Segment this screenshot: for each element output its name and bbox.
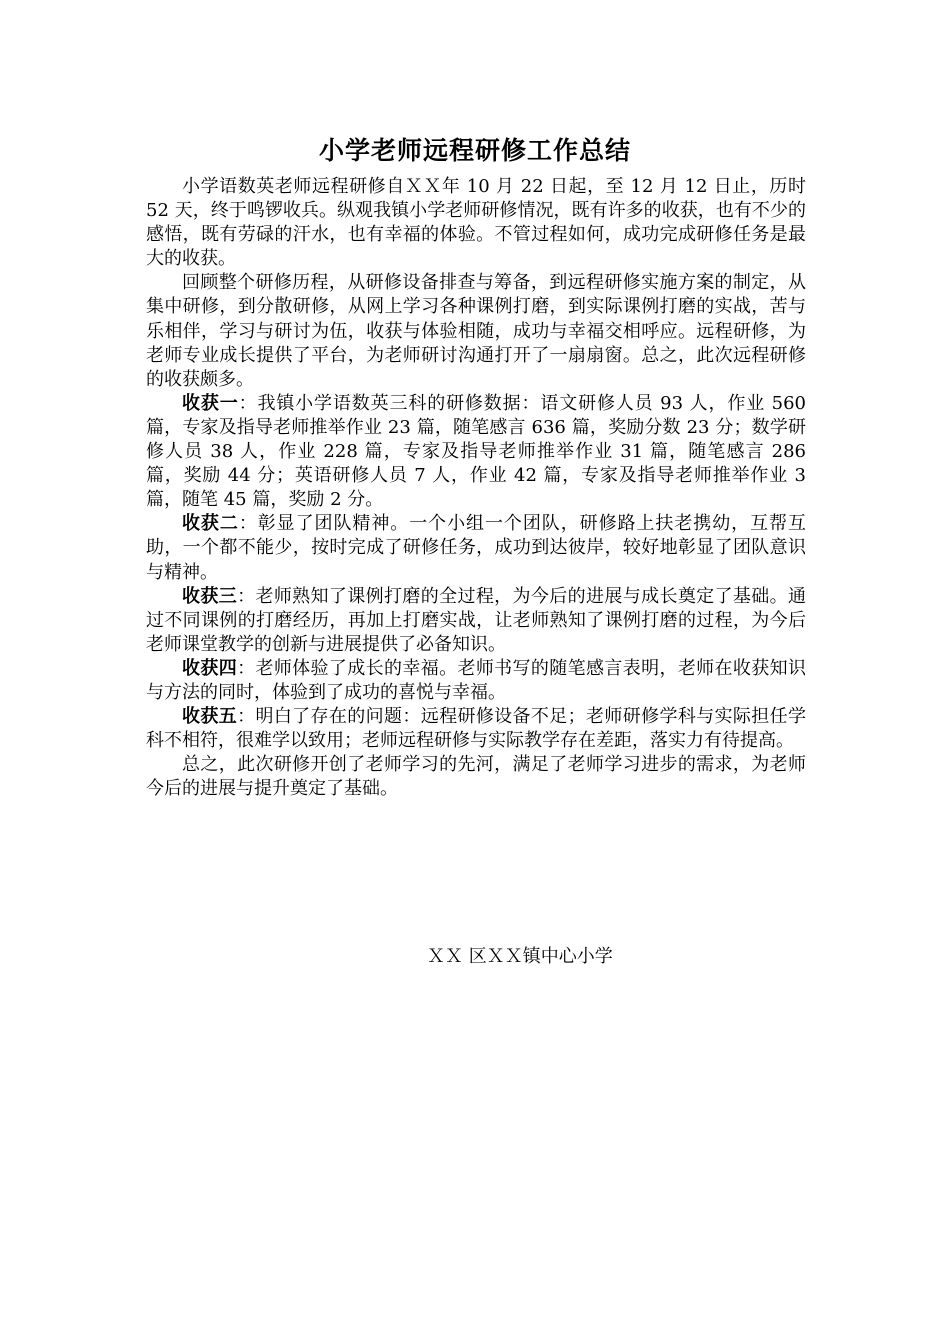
- document-body: [146, 175, 806, 801]
- gain-paragraph-5: [146, 705, 806, 753]
- document-title: 小学老师远程研修工作总结: [318, 136, 631, 165]
- gain-label: 收获四: [182, 657, 238, 679]
- gain-text: ：彰显了团队精神。一个小组一个团队，研修路上扶老携幼，互帮互助，一个都不能少，按时完成了研修任务，成功到达彼岸，较好地彰显了团队意识与精神。: [146, 513, 806, 583]
- gain-text: ：明白了存在的问题：远程研修设备不足；老师研修学科与实际担任学科不相符，很难学以致用；老师远程研修与实际教学存在差距，落实力有待提高。: [146, 706, 806, 752]
- gain-label: 收获一: [182, 392, 239, 414]
- gain-text: ：老师体验了成长的幸福。老师书写的随笔感言表明，老师在收获知识与方法的同时，体验到了成功的喜悦与幸福。: [146, 657, 806, 703]
- gain-label: 收获五: [182, 706, 238, 728]
- gain-paragraph-3: [146, 585, 806, 657]
- intro-paragraph: 小学语数英老师远程研修自ＸＸ年 10 月 22 日起，至 12 月 12 日止，历时 52 天，终于鸣锣收兵。纵观我镇小学老师研修情况，既有许多的收获，也有不少的感悟，既有劳碌的汗水，也有幸福的体验。不管过程如何，成功完成研修任务是最大的收获。: [146, 176, 806, 270]
- gain-label: 收获三: [182, 585, 238, 607]
- gain-paragraph-2: [146, 512, 806, 584]
- review-paragraph: 回顾整个研修历程，从研修设备排查与筹备，到远程研修实施方案的制定，从集中研修，到分散研修，从网上学习各种课例打磨，到实际课例打磨的实战，苦与乐相伴，学习与研讨为伍，收获与体验相随，成功与幸福交相呼应。远程研修，为老师专业成长提供了平台，为老师研讨沟通打开了一扇扇窗。总之，此次远程研修的收获颇多。: [146, 272, 806, 390]
- signature: ＸＸ 区ＸＸ镇中心小学: [427, 946, 613, 967]
- gain-text: ：老师熟知了课例打磨的全过程，为今后的进展与成长奠定了基础。通过不同课例的打磨经历，再加上打磨实战，让老师熟知了课例打磨的过程，为今后老师课堂教学的创新与进展提供了必备知识。: [146, 585, 806, 655]
- gain-text: ：我镇小学语数英三科的研修数据：语文研修人员 93 人，作业 560 篇，专家及指导老师推举作业 23 篇，随笔感言 636 篇，奖励分数 23 分；数学研修人员 38 人，作业 228 篇，专家及指导老师推举作业 31 篇，随笔感言 286 篇，奖励 44 分；英语研修人员 7 人，作业 42 篇，专家及指导老师推举作业 3 篇，随笔 45 篇，奖励 2 分。: [146, 392, 806, 511]
- gain-paragraph-4: [146, 657, 806, 705]
- gain-paragraph-1: [146, 392, 806, 512]
- conclusion-paragraph: 总之，此次研修开创了老师学习的先河，满足了老师学习进步的需求，为老师今后的进展与提升奠定了基础。: [146, 754, 806, 800]
- gain-label: 收获二: [182, 513, 239, 535]
